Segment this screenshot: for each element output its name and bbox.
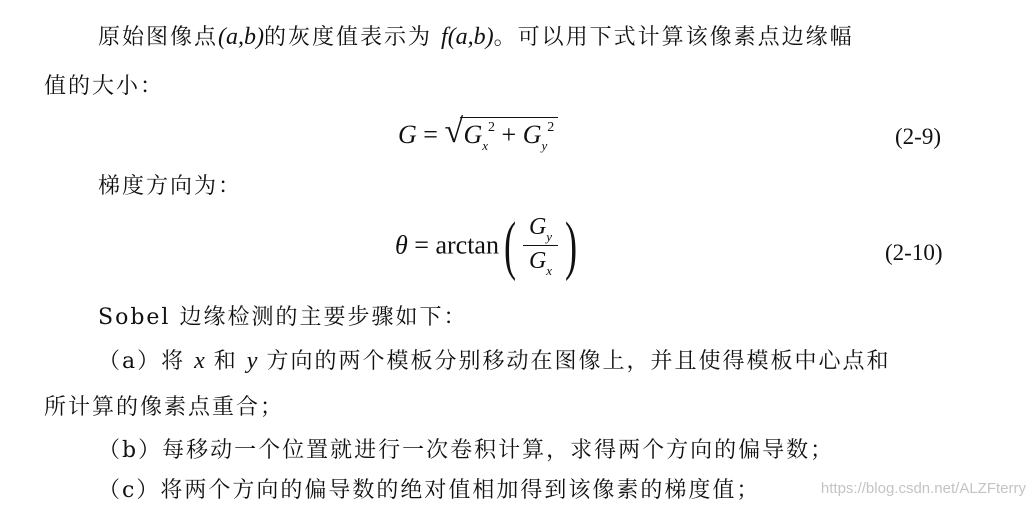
eq2-equals: =	[414, 230, 429, 260]
intro-mid-text: 的灰度值表示为	[264, 25, 433, 50]
step-c	[98, 476, 760, 506]
steps-intro-text: Sobel 边缘检测的主要步骤如下：	[98, 305, 468, 330]
step-a-and: 和	[213, 349, 238, 374]
left-paren: (	[503, 208, 517, 282]
step-a-line1	[98, 346, 890, 377]
function-symbol: f	[441, 24, 448, 50]
eq1-radicand	[460, 117, 558, 155]
step-a-line2	[44, 393, 284, 423]
step-b-text: （b）每移动一个位置就进行一次卷积计算，求得两个方向的偏导数；	[98, 438, 835, 463]
step-a-line2-text: 所计算的像素点重合；	[44, 395, 285, 420]
x-symbol: x	[194, 348, 205, 374]
eq2-theta: θ	[395, 230, 408, 260]
equation-number-2-10: (2-10)	[885, 240, 943, 265]
steps-intro	[98, 303, 467, 333]
eq1-term2: G	[522, 120, 542, 149]
gradient-direction-intro	[98, 172, 242, 202]
paragraph-intro-line1	[98, 22, 854, 53]
intro-tail-text: 。可以用下式计算该像素点边缘幅	[493, 25, 854, 50]
eq2-numerator: $G_y$	[523, 212, 558, 246]
eq1-equals: =	[423, 120, 438, 149]
sqrt-symbol: √ $G_x^2 + G_y^2$	[444, 117, 558, 155]
eq2-fraction	[523, 212, 558, 279]
step-b	[98, 436, 834, 466]
equation-magnitude	[398, 113, 558, 155]
eq1-plus: +	[501, 120, 517, 149]
eq1-lhs: G	[398, 120, 417, 149]
paragraph-intro-line2	[44, 72, 164, 102]
function-argument: (a,b)	[447, 24, 494, 50]
watermark-url: https://blog.csdn.net/ALZFterry	[820, 480, 1026, 497]
step-a-label: （a）将	[98, 349, 186, 374]
eq1-term2-sub: y	[541, 138, 548, 153]
eq1-term1-sup: 2	[488, 120, 496, 135]
intro-lead-text: 原始图像点	[98, 25, 219, 50]
eq1-term1: G	[463, 120, 483, 149]
eq2-denominator: $G_x$	[528, 248, 553, 278]
step-c-text: （c）将两个方向的偏导数的绝对值相加得到该像素的梯度值；	[98, 478, 761, 503]
intro-line2-text: 值的大小：	[44, 74, 165, 99]
point-notation: (a,b)	[218, 24, 264, 50]
eq2-arctan: arctan	[435, 230, 499, 260]
y-symbol: y	[246, 348, 258, 374]
right-paren: )	[565, 208, 578, 282]
equation-direction	[395, 208, 582, 282]
step-a-rest: 方向的两个模板分别移动在图像上，并且使得模板中心点和	[266, 349, 891, 374]
gradient-intro-text: 梯度方向为：	[98, 174, 243, 199]
eq1-term2-sup: 2	[547, 120, 555, 135]
equation-number-2-9: (2-9)	[895, 124, 941, 149]
eq1-term1-sub: x	[482, 138, 489, 153]
